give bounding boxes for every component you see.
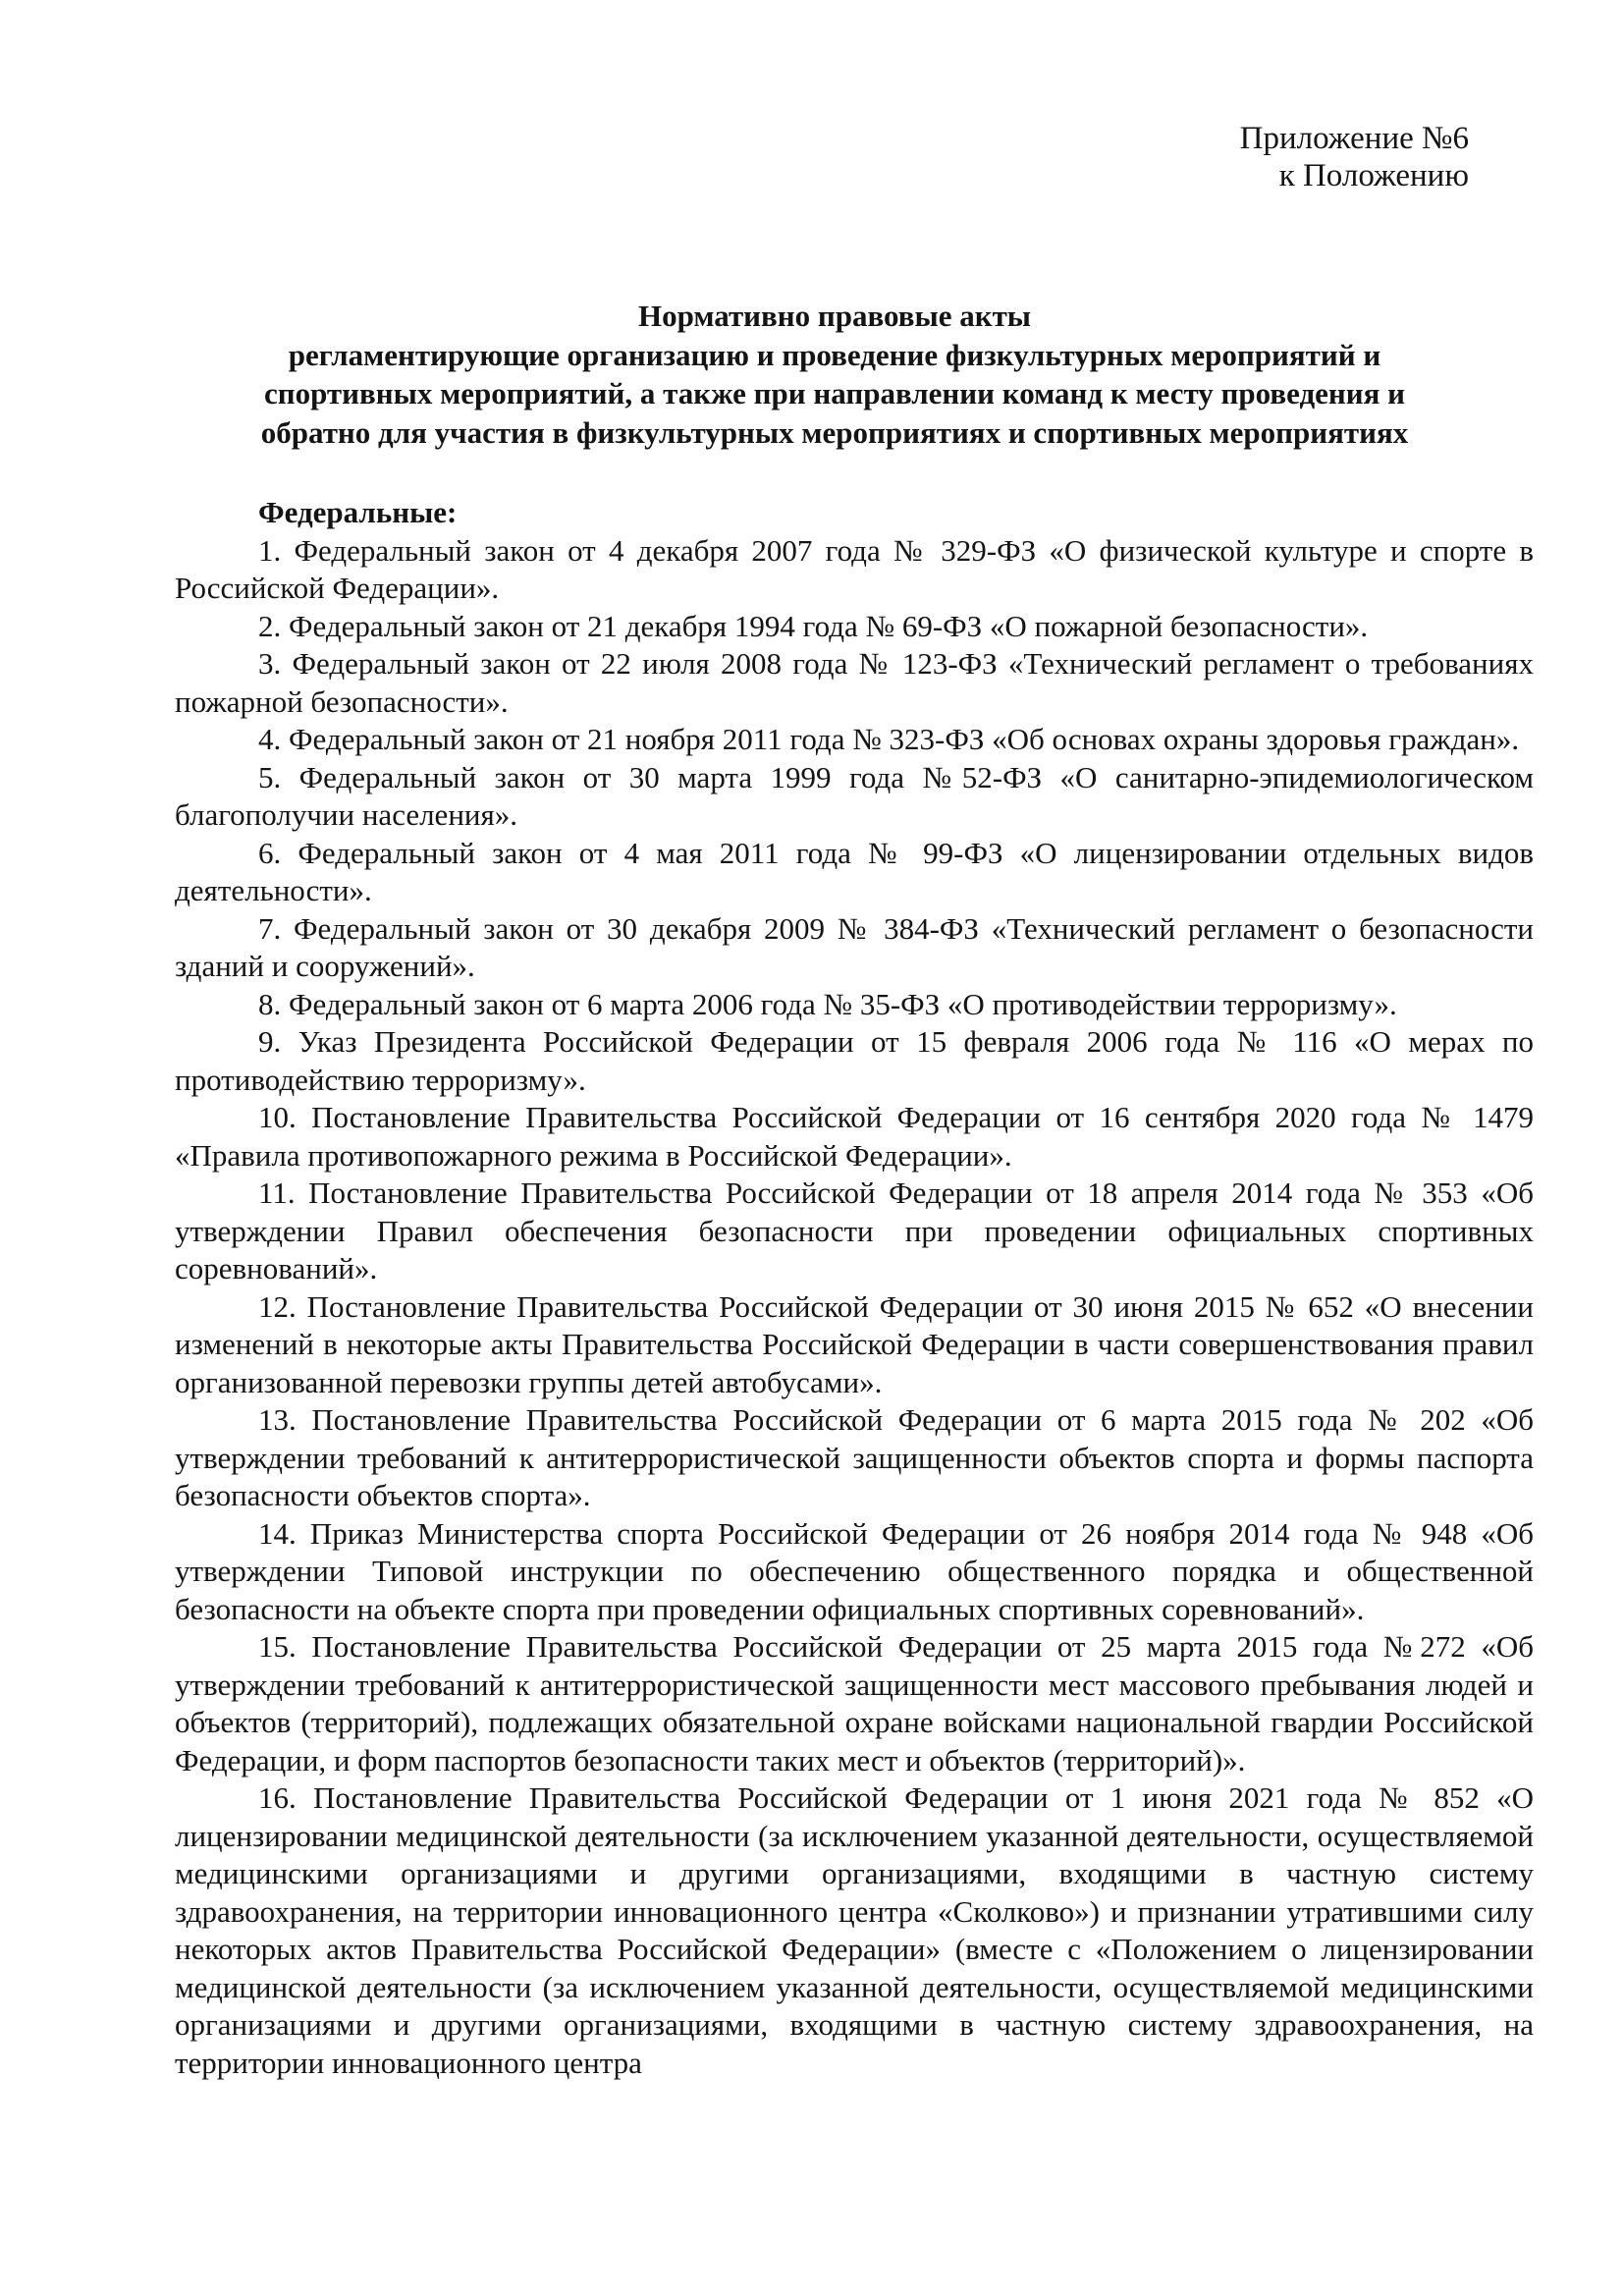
list-item-12: 12. Постановление Правительства Российской Федерации от 30 июня 2015 № 652 «О внесении изменений в некоторые акты Правительства Российской Федерации в части совершенствования правил организованной перевозки группы детей автобусами». (175, 1288, 1534, 1399)
list-item-13: 13. Постановление Правительства Российской Федерации от 6 марта 2015 года № 202 «Об утверждении требований к антитеррористической защищенности объектов спорта и формы паспорта безопасности объектов спорта». (175, 1402, 1534, 1512)
list-item-7: 7. Федеральный закон от 30 декабря 2009 № 384-ФЗ «Технический регламент о безопасности зданий и сооружений». (175, 910, 1534, 983)
list-item-14: 14. Приказ Министерства спорта Российской Федерации от 26 ноября 2014 года № 948 «Об утверждении Типовой инструкции по обеспечению общественного порядка и общественной безопасности на объекте спорта при проведении официальных спортивных соревнований». (175, 1515, 1534, 1626)
appendix-number: Приложение №6 (1239, 121, 1469, 156)
list-item-1: 1. Федеральный закон от 4 декабря 2007 года № 329-ФЗ «О физической культуре и спорте в Российской Федерации». (175, 532, 1534, 605)
title-line-4: обратно для участия в физкультурных мероприятиях и спортивных мероприятиях (260, 414, 1409, 450)
list-item-2: 2. Федеральный закон от 21 декабря 1994 года № 69-ФЗ «О пожарной безопасности». (258, 608, 1369, 643)
list-item-15: 15. Постановление Правительства Российской Федерации от 25 марта 2015 года №272 «Об утверждении требований к антитеррористической защищенности мест массового пребывания людей и объектов (территорий), подлежащих обязательной охране войсками национальной гвардии Российской Федерации, и форм паспортов безопасности таких мест и объектов (территорий)». (175, 1629, 1534, 1777)
appendix-reference (1240, 120, 1469, 194)
list-item-16: 16. Постановление Правительства Российской Федерации от 1 июня 2021 года № 852 «О лицензировании медицинской деятельности (за исключением указанной деятельности, осуществляемой медицинскими организациями и другими организациями, входящими в частную систему здравоохранения, на территории инновационного центра «Сколково») и признании утратившими силу некоторых актов Правительства Российской Федерации» (вместе с «Положением о лицензировании медицинской деятельности (за исключением указанной деятельности, осуществляемой медицинскими организациями и другими организациями, входящими в частную систему здравоохранения, на территории инновационного центра (175, 1780, 1534, 2080)
document-title (221, 297, 1448, 452)
list-item-9: 9. Указ Президента Российской Федерации от 15 февраля 2006 года № 116 «О мерах по противодействию терроризму». (175, 1024, 1534, 1097)
title-line-3: спортивных мероприятий, а также при направлении команд к месту проведения и (263, 376, 1405, 410)
list-item-6: 6. Федеральный закон от 4 мая 2011 года № 99-ФЗ «О лицензировании отдельных видов деятельности». (175, 835, 1534, 907)
list-item-10: 10. Постановление Правительства Российской Федерации от 16 сентября 2020 года № 1479 «Правила противопожарного режима в Российской Федерации». (175, 1100, 1534, 1173)
list-item-8: 8. Федеральный закон от 6 марта 2006 года № 35-ФЗ «О противодействии терроризму». (258, 986, 1397, 1021)
list-item-3: 3. Федеральный закон от 22 июля 2008 года № 123-ФЗ «Технический регламент о требованиях пожарной безопасности». (175, 646, 1534, 719)
document-body (175, 494, 1534, 2082)
section-heading: Федеральные: (258, 495, 458, 529)
title-line-2: регламентирующие организацию и проведение физкультурных мероприятий и (288, 337, 1381, 372)
appendix-target: к Положению (1278, 158, 1469, 193)
title-line-1: Нормативно правовые акты (637, 299, 1032, 333)
list-item-5: 5. Федеральный закон от 30 марта 1999 года №52-ФЗ «О санитарно-эпидемиологическом благополучии населения». (175, 759, 1534, 832)
list-item-11: 11. Постановление Правительства Российской Федерации от 18 апреля 2014 года № 353 «Об утверждении Правил обеспечения безопасности при проведении официальных спортивных соревнований». (175, 1175, 1534, 1285)
list-item-4: 4. Федеральный закон от 21 ноября 2011 года № 323-ФЗ «Об основах охраны здоровья граждан». (258, 722, 1520, 756)
